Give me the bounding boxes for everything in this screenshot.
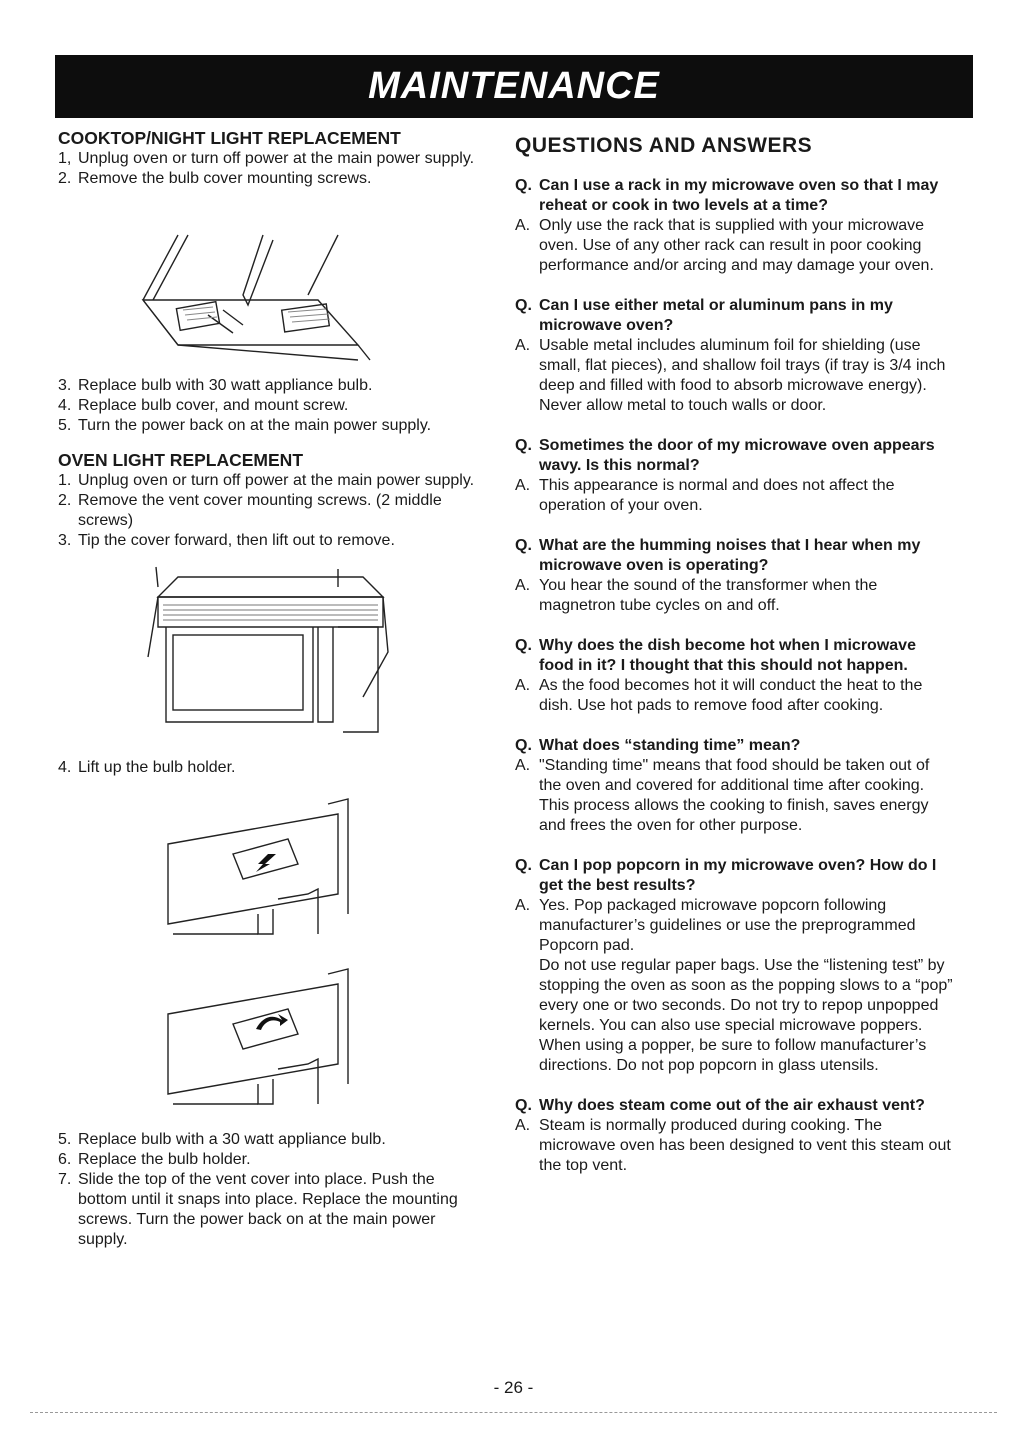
list-item: 5. Replace bulb with a 30 watt appliance bulb. (58, 1131, 386, 1148)
qa-item (515, 856, 955, 1076)
cooktop-section-title: COOKTOP/NIGHT LIGHT REPLACEMENT (58, 128, 401, 148)
bottom-divider (30, 1412, 997, 1413)
vent-cover-illustration (58, 557, 488, 752)
answer: A. Steam is normally produced during cooking. The microwave oven has been designed to vent this steam out the top vent. (515, 1117, 951, 1174)
qa-item (515, 736, 955, 836)
list-item: 2. Remove the vent cover mounting screws. (2 middle screws) (58, 492, 442, 529)
answer: A. "Standing time" means that food should be taken out of the oven and covered for additional time after cooking. This process allows the cooking to finish, saves energy and frees the oven for other purpose. (515, 757, 930, 834)
list-item: 4. Lift up the bulb holder. (58, 759, 236, 776)
answer: A. As the food becomes hot it will conduct the heat to the dish. Use hot pads to remove food after cooking. (515, 677, 923, 714)
answer: A. Usable metal includes aluminum foil for shielding (use small, flat pieces), and shallow foil trays (if tray is 3/4 inch deep and filled with food to absorb microwave energy). Never allow metal to touch walls or door. (515, 337, 946, 414)
page-title: MAINTENANCE (368, 65, 660, 107)
answer-continued: Do not use regular paper bags. Use the “listening test” by stopping the oven as soon as the popping slows to a “pop” every one or two seconds. Do not try to repop unpopped kernels. You can also use special microwave poppers. When using a popper, be sure to follow manufacturer’s directions. Do not pop popcorn in glass utensils. (539, 957, 953, 1074)
question: Q. Sometimes the door of my microwave oven appears wavy. Is this normal? (515, 437, 935, 474)
list-item: 7. Slide the top of the vent cover into place. Push the bottom until it snaps into place. Replace the mounting screws. Turn the power back on at the main power supply. (58, 1171, 458, 1248)
answer: A. Only use the rack that is supplied with your microwave oven. Use of any other rack can result in poor cooking performance and/or arcing and may damage your oven. (515, 217, 934, 274)
list-item: 5. Turn the power back on at the main power supply. (58, 417, 432, 434)
list-item: 1, Unplug oven or turn off power at the main power supply. (58, 150, 475, 167)
page-number: - 26 - (493, 1378, 534, 1397)
list-item: 6. Replace the bulb holder. (58, 1151, 251, 1168)
qa-item (515, 296, 955, 416)
answer: A. Yes. Pop packaged microwave popcorn following manufacturer’s guidelines or use the preprogrammed Popcorn pad. (515, 897, 916, 954)
question: Q. Can I use a rack in my microwave oven so that I may reheat or cook in two levels at a time? (515, 177, 939, 214)
answer: A. You hear the sound of the transformer when the magnetron tube cycles on and off. (515, 577, 878, 614)
qa-item (515, 1096, 955, 1176)
qa-item (515, 536, 955, 616)
question: Q. Can I use either metal or aluminum pans in my microwave oven? (515, 297, 893, 334)
left-column (58, 128, 488, 1250)
header-banner (55, 55, 973, 118)
bulb-cover-illustration (58, 195, 488, 370)
qa-item (515, 176, 955, 276)
qa-item (515, 436, 955, 516)
bulb-holder-illustration (58, 784, 488, 1124)
list-item: 1. Unplug oven or turn off power at the main power supply. (58, 472, 475, 489)
question: Q. What are the humming noises that I hear when my microwave oven is operating? (515, 537, 921, 574)
oven-steps-a (58, 471, 488, 551)
qa-item (515, 636, 955, 716)
answer: A. This appearance is normal and does not affect the operation of your oven. (515, 477, 895, 514)
cooktop-steps-b (58, 376, 488, 436)
list-item: 2. Remove the bulb cover mounting screws. (58, 170, 372, 187)
question: Q. Why does the dish become hot when I microwave food in it? I thought that this should not happen. (515, 637, 916, 674)
question: Q. What does “standing time” mean? (515, 737, 801, 754)
qa-section-title: QUESTIONS AND ANSWERS (515, 134, 813, 157)
oven-section-title: OVEN LIGHT REPLACEMENT (58, 450, 304, 470)
right-column (515, 128, 955, 1196)
oven-steps-c (58, 1130, 488, 1250)
cooktop-steps-a (58, 149, 488, 189)
oven-steps-b (58, 758, 488, 778)
list-item: 3. Replace bulb with 30 watt appliance bulb. (58, 377, 373, 394)
list-item: 4. Replace bulb cover, and mount screw. (58, 397, 349, 414)
question: Q. Why does steam come out of the air exhaust vent? (515, 1097, 925, 1114)
list-item: 3. Tip the cover forward, then lift out to remove. (58, 532, 395, 549)
question: Q. Can I pop popcorn in my microwave oven? How do I get the best results? (515, 857, 937, 894)
